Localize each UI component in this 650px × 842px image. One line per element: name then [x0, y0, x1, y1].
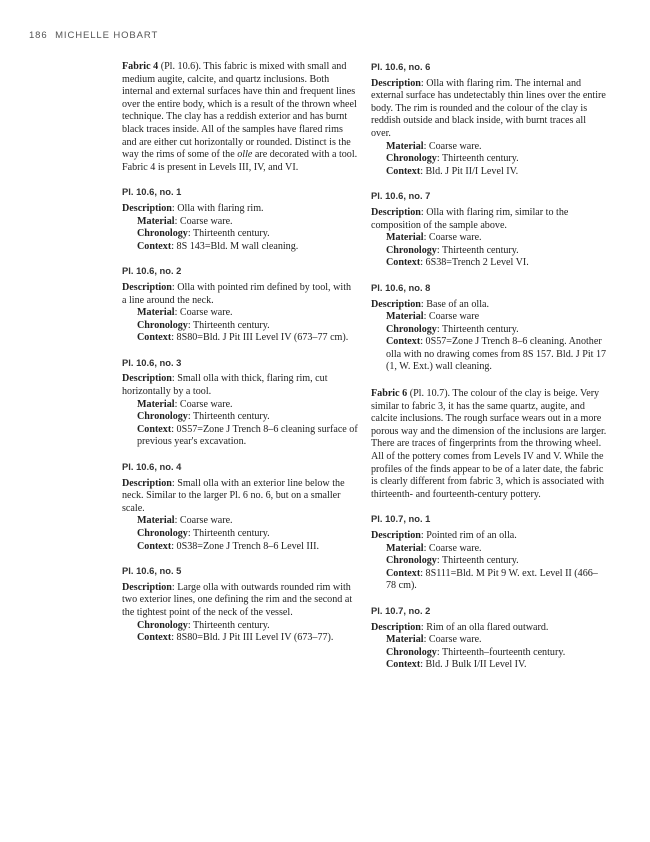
entry-field-material	[137, 515, 358, 528]
entry-field-material	[386, 311, 607, 324]
field-label: Context	[386, 567, 421, 579]
plate-heading: Pl. 10.7, no. 1	[371, 513, 431, 525]
plate-entry	[122, 582, 358, 645]
field-value: : Thirteenth century.	[436, 555, 519, 567]
fabric-6-paragraph	[371, 388, 607, 501]
entry-field-context	[386, 568, 607, 593]
field-value: : Coarse ware.	[174, 215, 233, 227]
field-label: Description	[371, 621, 421, 633]
field-value: : Coarse ware.	[174, 398, 233, 410]
field-value: : Coarse ware	[423, 311, 480, 323]
entry-field-description	[122, 373, 358, 398]
field-value: : 0S57=Zone J Trench 8–6 cleaning. Another olla with no drawing comes from 8S 157. Bld. J Pit 17 (1, W. Ext.) wall cleaning.	[386, 336, 607, 373]
plate-entry	[122, 282, 358, 345]
entry-field-description	[122, 478, 358, 516]
field-label: Chronology	[386, 323, 437, 335]
plate-entry	[122, 203, 358, 253]
field-value: : Thirteenth–fourteenth century.	[436, 646, 566, 658]
plate-entry	[122, 373, 358, 449]
entry-field-material	[386, 232, 607, 245]
fabric-4-paragraph	[122, 61, 358, 174]
field-label: Context	[137, 540, 172, 552]
field-value: : Bld. J Pit II/I Level IV.	[420, 165, 519, 177]
plate-heading: Pl. 10.6, no. 5	[122, 565, 182, 577]
entry-field-material	[386, 141, 607, 154]
entry-field-chronology	[386, 324, 607, 337]
field-value: : 8S 143=Bld. M wall cleaning.	[171, 240, 299, 252]
field-value: : Thirteenth century.	[187, 319, 270, 331]
entry-field-chronology	[386, 647, 607, 660]
field-label: Description	[371, 530, 421, 541]
entry-field-material	[137, 216, 358, 229]
field-label: Chronology	[137, 411, 188, 423]
field-value: : Thirteenth century.	[187, 228, 270, 240]
field-value: : Thirteenth century.	[187, 411, 270, 423]
field-label: Chronology	[386, 244, 437, 256]
field-value: : 8S80=Bld. J Pit III Level IV (673–77 cm).	[171, 332, 349, 344]
entry-field-context	[137, 541, 358, 554]
field-value: : Base of an olla.	[420, 298, 490, 310]
fabric-4-text-a: This fabric is mixed with small and medium augite, calcite, and quartz inclusions. Both internal and external surfaces have thin and frequent lines over the entire body, which is a result of the thrown wheel technique. The clay has a reddish exterior and has burnt black traces inside. All of the samples have flared rims and are either cut horizontally or rounded. Distinct is the way the rims of some of the	[122, 61, 357, 161]
plate-entry	[371, 299, 607, 375]
entry-field-chronology	[386, 245, 607, 258]
page-number: 186	[29, 30, 48, 41]
field-value: : Coarse ware.	[174, 515, 233, 527]
entry-field-context	[386, 257, 607, 270]
field-label: Description	[122, 477, 172, 489]
entry-field-description	[122, 282, 358, 307]
entry-field-description	[371, 78, 607, 141]
right-entries-b	[371, 513, 607, 672]
field-label: Chronology	[386, 153, 437, 165]
entry-field-description	[371, 530, 607, 543]
field-label: Description	[122, 281, 172, 293]
right-entries-a	[371, 61, 607, 374]
field-label: Material	[386, 311, 424, 323]
entry-field-context	[137, 632, 358, 645]
field-value: : Coarse ware.	[423, 232, 482, 244]
entry-field-description	[371, 622, 607, 635]
entry-field-context	[137, 424, 358, 449]
field-value: : Thirteenth century.	[436, 153, 519, 165]
field-label: Material	[137, 515, 175, 527]
left-column	[122, 61, 358, 645]
field-value: : Large olla with outwards rounded rim with two exterior lines, one defining the rim and the second at the tightest point of the neck of the vessel.	[122, 581, 353, 618]
field-label: Material	[386, 542, 424, 554]
fabric-6-title: Fabric 6	[371, 388, 408, 400]
field-value: : Thirteenth century.	[436, 323, 519, 335]
field-label: Chronology	[137, 228, 188, 240]
field-label: Chronology	[386, 555, 437, 567]
field-label: Description	[122, 202, 172, 214]
field-label: Material	[386, 140, 424, 152]
entry-field-context	[137, 332, 358, 345]
field-label: Context	[137, 423, 172, 435]
field-label: Context	[386, 659, 421, 671]
plate-entry	[371, 530, 607, 593]
fabric-4-title: Fabric 4	[122, 61, 159, 72]
field-value: : Thirteenth century.	[187, 619, 270, 631]
entry-field-chronology	[137, 528, 358, 541]
field-label: Description	[371, 206, 421, 218]
field-label: Description	[371, 298, 421, 310]
field-label: Description	[122, 581, 172, 593]
entry-field-context	[386, 659, 607, 672]
field-value: : Olla with flaring rim. The internal and external surface has undetectably thin lines over the entire body. The rim is rounded and the colour of the clay is reddish outside and black inside, with burnt traces all over.	[371, 77, 606, 139]
field-value: : Small olla with thick, flaring rim, cut horizontally by a tool.	[122, 373, 328, 398]
entry-field-context	[386, 336, 607, 374]
field-value: : Coarse ware.	[423, 542, 482, 554]
entry-field-chronology	[137, 228, 358, 241]
field-label: Context	[386, 257, 421, 269]
field-value: : Coarse ware.	[423, 140, 482, 152]
plate-heading: Pl. 10.6, no. 7	[371, 190, 431, 202]
field-value: : Olla with pointed rim defined by tool, with a line around the neck.	[122, 281, 352, 306]
fabric-4-italic: olle	[237, 149, 253, 161]
field-value: : 6S38=Trench 2 Level VI.	[420, 257, 529, 269]
plate-heading: Pl. 10.6, no. 2	[122, 265, 182, 277]
field-label: Material	[386, 232, 424, 244]
entry-field-chronology	[386, 153, 607, 166]
field-value: : 8S111=Bld. M Pit 9 W. ext. Level II (466–78 cm).	[386, 567, 598, 592]
plate-entry	[371, 622, 607, 672]
entry-field-chronology	[137, 320, 358, 333]
fabric-4-ref: (Pl. 10.6).	[160, 61, 202, 72]
plate-heading: Pl. 10.6, no. 4	[122, 461, 182, 473]
field-label: Context	[386, 165, 421, 177]
field-label: Chronology	[137, 619, 188, 631]
field-value: : Pointed rim of an olla.	[420, 530, 517, 541]
field-label: Context	[137, 632, 172, 644]
plate-entry	[371, 78, 607, 179]
field-label: Description	[122, 373, 172, 385]
field-value: : Small olla with an exterior line below the neck. Similar to the larger Pl. 6 no. 6, but on a smaller scale.	[122, 477, 345, 514]
entry-field-description	[371, 207, 607, 232]
field-label: Material	[137, 398, 175, 410]
running-author: MICHELLE HOBART	[55, 30, 159, 41]
fabric-4-text-b: are decorated with a tool. Fabric 4 is present in Levels III, IV, and VI.	[122, 149, 358, 173]
field-label: Context	[137, 240, 172, 252]
field-value: : Thirteenth century.	[187, 528, 270, 539]
field-value: : Thirteenth century.	[436, 244, 519, 256]
right-column	[371, 61, 607, 672]
field-label: Chronology	[137, 319, 188, 331]
running-header	[29, 30, 158, 41]
field-value: : Olla with flaring rim.	[171, 202, 264, 214]
field-value: : Rim of an olla flared outward.	[420, 621, 549, 633]
fabric-6-ref: (Pl. 10.7).	[409, 388, 451, 400]
plate-heading: Pl. 10.7, no. 2	[371, 604, 431, 616]
entry-field-description	[122, 582, 358, 620]
field-value: : Olla with flaring rim, similar to the composition of the sample above.	[371, 206, 569, 231]
field-label: Material	[137, 215, 175, 227]
field-value: : 8S80=Bld. J Pit III Level IV (673–77).	[171, 632, 334, 644]
field-label: Chronology	[386, 646, 437, 658]
entry-field-context	[137, 241, 358, 254]
field-value: : Bld. J Bulk I/II Level IV.	[420, 659, 527, 671]
field-value: : Coarse ware.	[174, 307, 233, 319]
plate-heading: Pl. 10.6, no. 1	[122, 186, 182, 198]
plate-heading: Pl. 10.6, no. 3	[122, 356, 182, 368]
field-value: : 0S38=Zone J Trench 8–6 Level III.	[171, 540, 320, 552]
entry-field-chronology	[386, 555, 607, 568]
entry-field-material	[386, 543, 607, 556]
fabric-6-text: The colour of the clay is beige. Very similar to fabric 3, it has the same quartz, augite, and calcite inclusions. The rough surface wears out in a more porous way and the dimension of the inclusions are larger. There are traces of fingerprints from the throwing wheel. All of the pottery comes from Levels IV and V. While the profiles of the finds appear to be of a later date, the fabric is clearly different from fabric 3, which is associated with thirteenth- and fourteenth-century pottery.	[371, 388, 607, 500]
entry-field-chronology	[137, 620, 358, 633]
field-label: Description	[371, 77, 421, 89]
plate-heading: Pl. 10.6, no. 8	[371, 281, 431, 293]
plate-entry	[122, 478, 358, 554]
left-entries	[122, 186, 358, 644]
entry-field-description	[371, 299, 607, 312]
field-label: Material	[137, 307, 175, 319]
entry-field-material	[137, 399, 358, 412]
plate-entry	[371, 207, 607, 270]
field-value: : Coarse ware.	[423, 634, 482, 646]
plate-heading: Pl. 10.6, no. 6	[371, 61, 431, 72]
field-value: : 0S57=Zone J Trench 8–6 cleaning surface of previous year's excavation.	[137, 423, 358, 448]
entry-field-material	[386, 634, 607, 647]
entry-field-chronology	[137, 411, 358, 424]
entry-field-material	[137, 307, 358, 320]
field-label: Context	[137, 332, 172, 344]
field-label: Context	[386, 336, 421, 348]
entry-field-description	[122, 203, 358, 216]
field-label: Material	[386, 634, 424, 646]
entry-field-context	[386, 166, 607, 179]
field-label: Chronology	[137, 528, 188, 539]
